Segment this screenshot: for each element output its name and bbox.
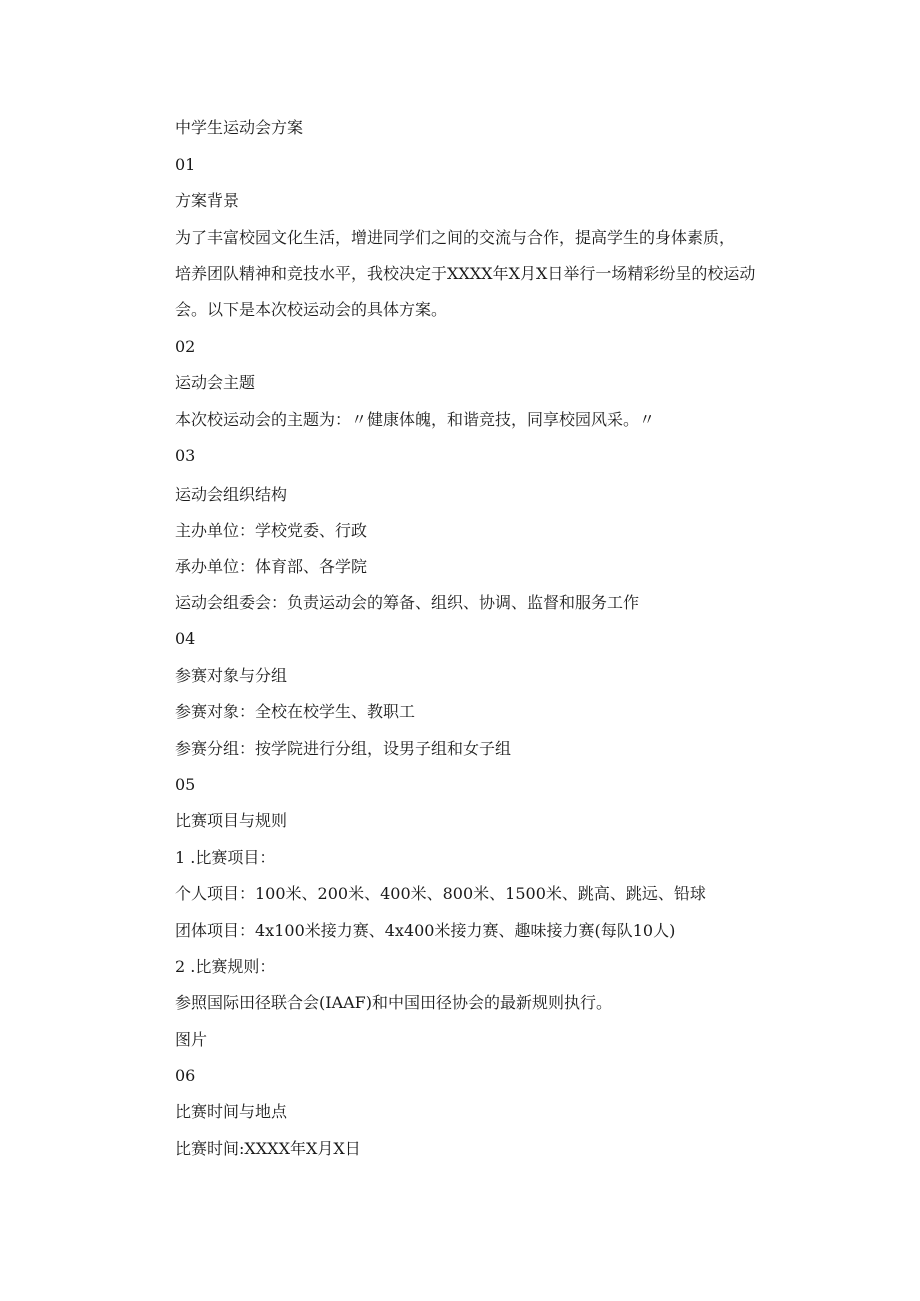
background-paragraph-line-3: 会。以下是本次校运动会的具体方案。	[175, 300, 448, 319]
section-number-06: 06	[175, 1066, 196, 1085]
theme-text: 本次校运动会的主题为：〃健康体魄，和谐竞技，同享校园风采。〃	[175, 410, 656, 429]
grouping-text: 参赛分组：按学院进行分组，设男子组和女子组	[175, 739, 512, 758]
image-placeholder-label: 图片	[175, 1030, 208, 1049]
section-number-03: 03	[175, 446, 196, 465]
document-title: 中学生运动会方案	[175, 118, 304, 137]
section-number-02: 02	[175, 337, 196, 356]
rules-item-2: 2 .比赛规则：	[175, 957, 276, 976]
rules-text: 参照国际田径联合会(IAAF)和中国田径协会的最新规则执行。	[175, 993, 613, 1012]
section-number-05: 05	[175, 775, 196, 794]
section-heading-time-location: 比赛时间与地点	[175, 1102, 288, 1121]
section-heading-background: 方案背景	[175, 191, 240, 210]
organizer-unit: 承办单位：体育部、各学院	[175, 557, 368, 576]
individual-events: 个人项目：100米、200米、400米、800米、1500米、跳高、跳远、铅球	[175, 884, 706, 903]
competition-time: 比赛时间:XXXX年X月X日	[175, 1139, 361, 1158]
section-heading-organization: 运动会组织结构	[175, 485, 288, 504]
section-heading-participants: 参赛对象与分组	[175, 666, 288, 685]
background-paragraph-line-1: 为了丰富校园文化生活，增进同学们之间的交流与合作，提高学生的身体素质，	[175, 228, 736, 247]
section-number-04: 04	[175, 629, 196, 648]
organizing-committee: 运动会组委会：负责运动会的筹备、组织、协调、监督和服务工作	[175, 593, 640, 612]
events-item-1: 1 .比赛项目：	[175, 848, 276, 867]
team-events: 团体项目：4x100米接力赛、4x400米接力赛、趣味接力赛(每队10人)	[175, 921, 676, 940]
section-heading-events: 比赛项目与规则	[175, 811, 288, 830]
section-number-01: 01	[175, 155, 196, 174]
participants-text: 参赛对象：全校在校学生、教职工	[175, 702, 416, 721]
background-paragraph-line-2: 培养团队精神和竞技水平，我校决定于XXXX年X月X日举行一场精彩纷呈的校运动	[175, 264, 756, 283]
host-unit: 主办单位：学校党委、行政	[175, 521, 368, 540]
section-heading-theme: 运动会主题	[175, 373, 256, 392]
